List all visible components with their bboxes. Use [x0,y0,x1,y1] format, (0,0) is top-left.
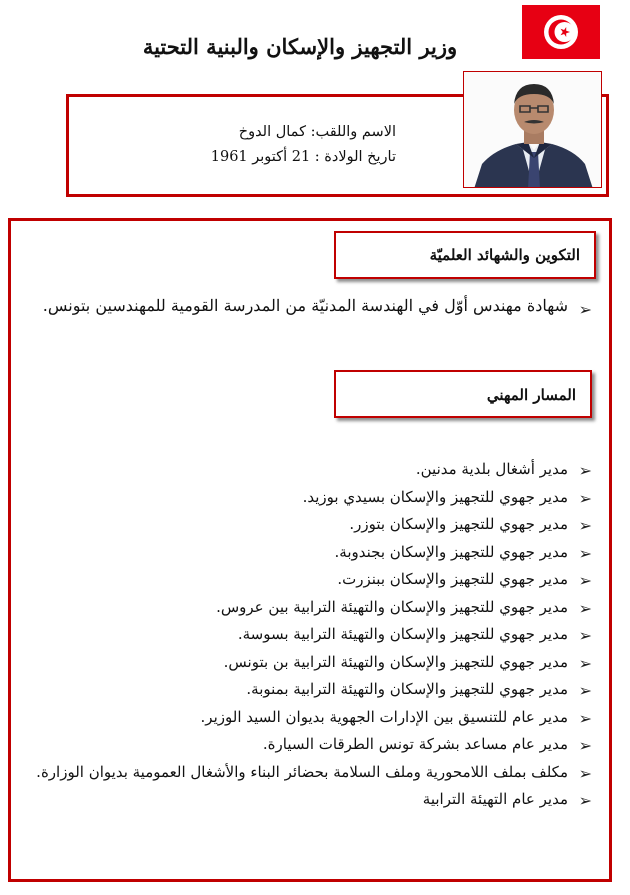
arrow-bullet-icon: ➢ [578,708,592,728]
career-item-text: مدير جهوي للتجهيز والإسكان ببنزرت. [337,570,568,588]
career-item-text: مدير جهوي للتجهيز والإسكان بسيدي بوزيد. [302,487,568,506]
list-item [28,456,592,484]
career-item-text: مدير عام التهيئة الترابية [422,790,568,808]
list-item [28,704,592,732]
career-list [28,456,592,814]
arrow-bullet-icon: ➢ [578,461,592,480]
arrow-bullet-icon: ➢ [578,516,592,535]
list-item [28,484,592,512]
career-item-text: مكلف بملف اللامحورية وملف السلامة بحضائر البناء والأشغال العمومية بديوان الوزارة. [36,762,568,781]
list-item [28,511,592,539]
arrow-bullet-icon: ➢ [578,736,592,755]
career-item-text: مدير جهوي للتجهيز والإسكان بجندوبة. [334,542,568,561]
portrait-photo-icon [463,71,602,188]
career-item-text: مدير جهوي للتجهيز والإسكان والتهيئة الترابية بمنوبة. [246,680,568,698]
list-item [28,731,592,759]
arrow-bullet-icon: ➢ [578,598,592,618]
list-item [28,676,592,704]
career-item-text: مدير جهوي للتجهيز والإسكان والتهيئة الترابية بن بتونس. [223,652,568,671]
arrow-bullet-icon: ➢ [578,653,592,673]
arrow-bullet-icon: ➢ [578,763,592,783]
career-heading: المسار المهني [334,370,592,418]
education-heading: التكوين والشهائد العلميّة [334,231,596,279]
arrow-bullet-icon: ➢ [578,571,592,590]
list-item [28,786,592,814]
page-title: وزير التجهيز والإسكان والبنية التحتية [142,34,458,59]
arrow-bullet-icon: ➢ [578,681,592,700]
career-item-text: مدير أشغال بلدية مدنين. [415,460,568,478]
list-item [28,539,592,567]
name-line: الاسم واللقب: كمال الدوخ [238,124,396,140]
list-item [28,621,592,649]
tunisia-flag-icon [522,5,600,59]
career-item-text: مدير جهوي للتجهيز والإسكان بتوزر. [349,515,568,533]
list-item [28,759,592,787]
career-item-text: مدير جهوي للتجهيز والإسكان والتهيئة الترابية بسوسة. [237,625,568,643]
career-item-text: مدير عام مساعد بشركة تونس الطرقات السيارة. [262,735,568,753]
arrow-bullet-icon: ➢ [578,300,592,319]
education-item [28,292,592,320]
profile-info [150,120,396,170]
arrow-bullet-icon: ➢ [578,791,592,810]
career-item-text: مدير عام للتنسيق بين الإدارات الجهوية بديوان السيد الوزير. [200,707,568,726]
arrow-bullet-icon: ➢ [578,543,592,563]
arrow-bullet-icon: ➢ [578,488,592,508]
education-item-text: شهادة مهندس أوّل في الهندسة المدنيّة من المدرسة القومية للمهندسين بتونس. [42,296,568,315]
list-item [28,649,592,677]
list-item [28,594,592,622]
arrow-bullet-icon: ➢ [578,626,592,645]
career-item-text: مدير جهوي للتجهيز والإسكان والتهيئة الترابية بين عروس. [216,597,568,616]
list-item [28,566,592,594]
birth-date-line: تاريخ الولادة : 21 أكتوبر 1961 [210,149,396,165]
